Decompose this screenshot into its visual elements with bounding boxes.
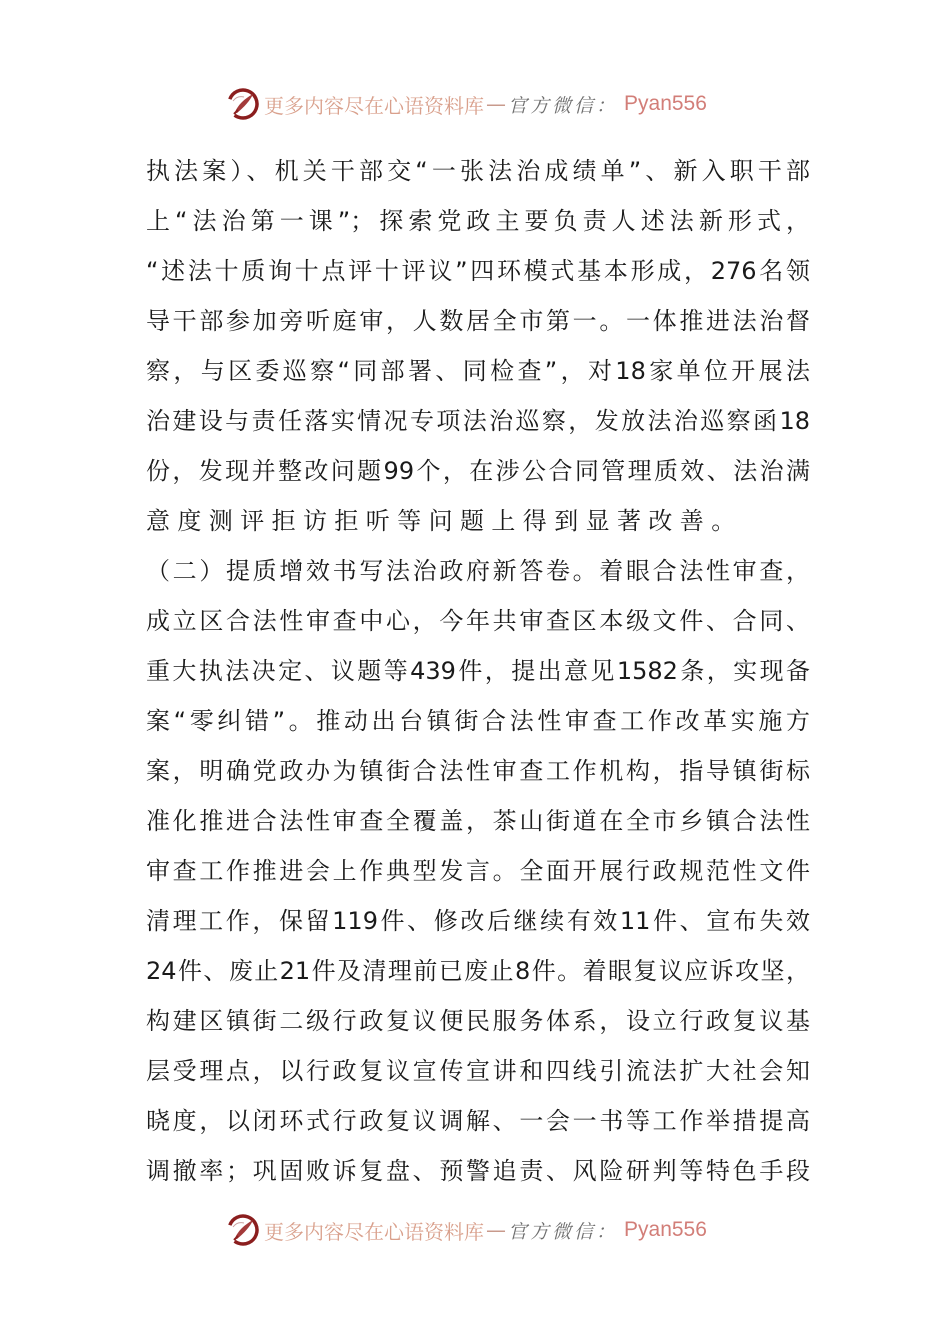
text-line: 准化推进合法性审查全覆盖，茶山街道在全市乡镇合法性: [146, 807, 810, 835]
text-line: 案，明确党政办为镇街合法性审查工作机构，指导镇街标: [146, 757, 810, 785]
text-line: 24件、废止21件及清理前已废止8件。着眼复议应诉攻坚，: [146, 957, 810, 985]
text-line: “述法十质询十点评十评议”四环模式基本形成，276名领: [146, 257, 810, 285]
watermark-main-text: 更多内容尽在心语资料库: [264, 93, 484, 118]
watermark-wechat-id: Pyan556: [624, 1218, 707, 1241]
text-line-paragraph-end: 意度测评拒访拒听等问题上得到显著改善。: [146, 507, 743, 535]
text-line: 治建设与责任落实情况专项法治巡察，发放法治巡察函18: [146, 407, 810, 435]
watermark-header: [226, 84, 707, 124]
text-line: 构建区镇街二级行政复议便民服务体系，设立行政复议基: [146, 1007, 810, 1035]
section-heading-line: （二）提质增效书写法治政府新答卷。着眼合法性审查，: [146, 557, 810, 585]
watermark-label: 官方微信：: [508, 1220, 619, 1243]
text-line: 份，发现并整改问题99个，在涉公合同管理质效、法治满: [146, 457, 810, 485]
text-line: 上“法治第一课”；探索党政主要负责人述法新形式，: [146, 207, 810, 235]
document-body: [146, 146, 810, 1196]
watermark-main-text: 更多内容尽在心语资料库: [264, 1219, 484, 1244]
text-line: 案“零纠错”。推动出台镇街合法性审查工作改革实施方: [146, 707, 810, 735]
watermark-dash: —: [486, 92, 506, 116]
text-line: 晓度，以闭环式行政复议调解、一会一书等工作举措提高: [146, 1107, 810, 1135]
quill-pen-logo-icon: [226, 87, 260, 121]
watermark-dash: —: [486, 1218, 506, 1242]
text-line: 成立区合法性审查中心，今年共审查区本级文件、合同、: [146, 607, 810, 635]
text-line: 调撤率；巩固败诉复盘、预警追责、风险研判等特色手段: [146, 1157, 810, 1185]
text-line: 执法案）、机关干部交“一张法治成绩单”、新入职干部: [146, 157, 810, 185]
quill-pen-logo-icon: [226, 1213, 260, 1247]
text-line: 清理工作，保留119件、修改后继续有效11件、宣布失效: [146, 907, 810, 935]
text-line: 重大执法决定、议题等439件，提出意见1582条，实现备: [146, 657, 810, 685]
watermark-label: 官方微信：: [508, 94, 619, 117]
text-line: 审查工作推进会上作典型发言。全面开展行政规范性文件: [146, 857, 810, 885]
text-line: 层受理点，以行政复议宣传宣讲和四线引流法扩大社会知: [146, 1057, 810, 1085]
watermark-wechat-id: Pyan556: [624, 92, 707, 115]
watermark-footer: [226, 1210, 707, 1250]
text-line: 察，与区委巡察“同部署、同检查”，对18家单位开展法: [146, 357, 810, 385]
text-line: 导干部参加旁听庭审，人数居全市第一。一体推进法治督: [146, 307, 810, 335]
